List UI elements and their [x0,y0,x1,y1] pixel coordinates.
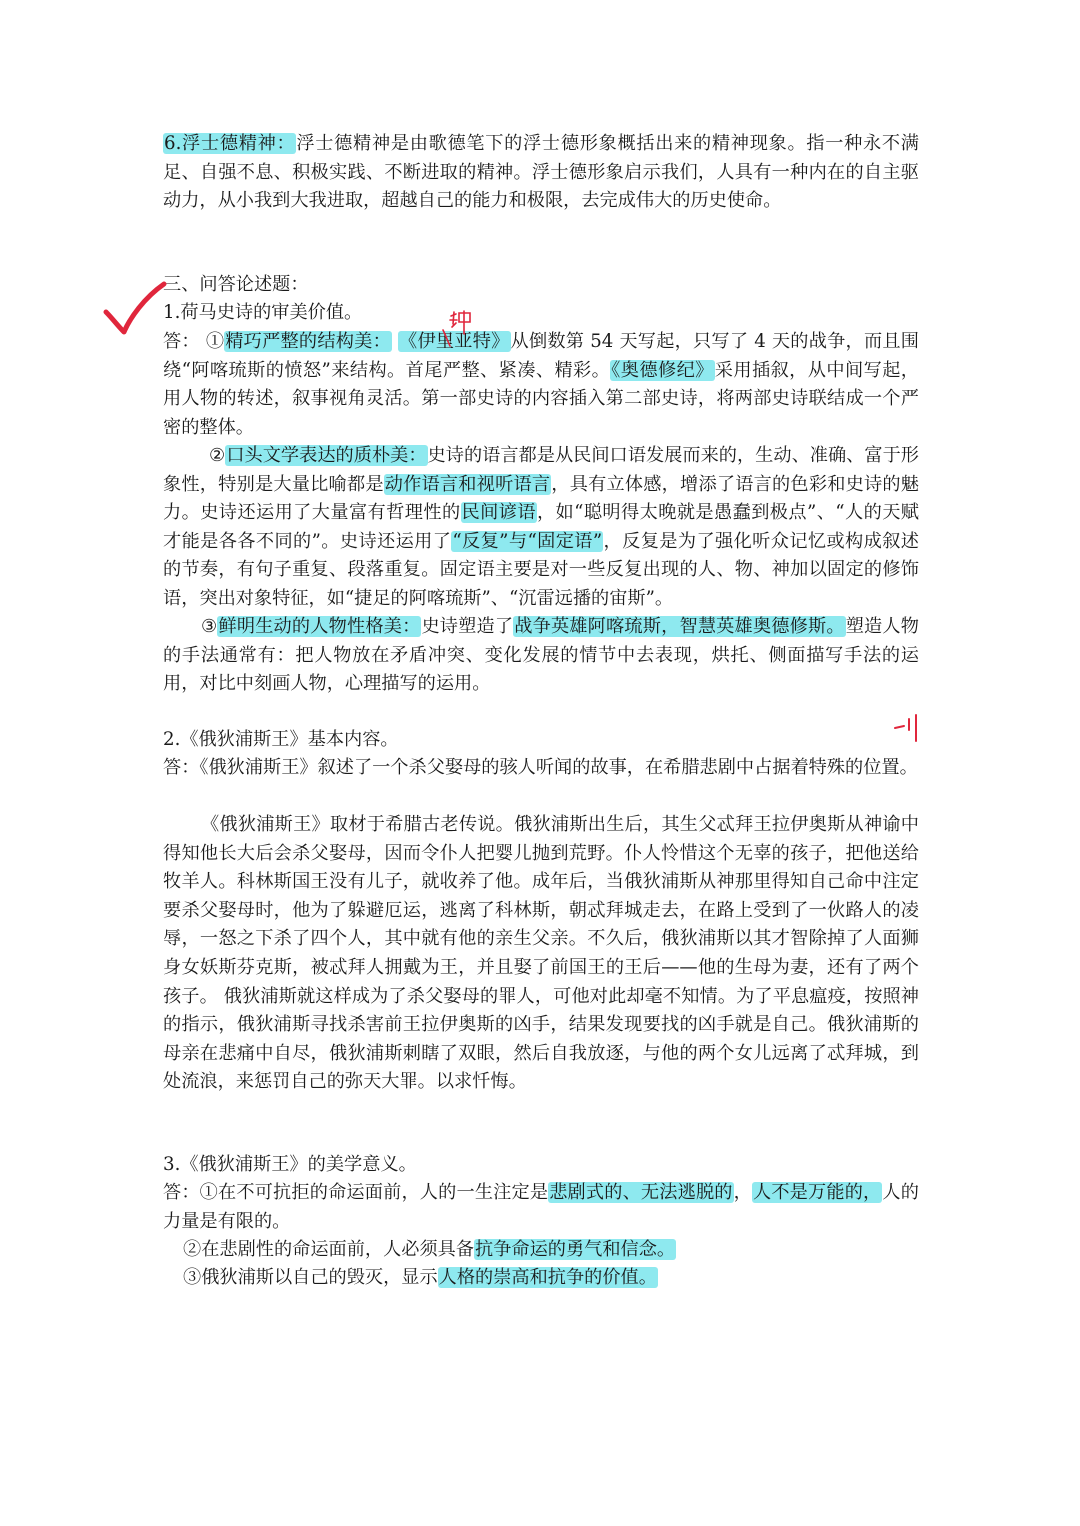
margin-mark-icon [892,712,924,744]
iliad-highlight: 《伊里亚特》 [399,331,510,352]
section-heading: 三、问答论述题： [163,274,309,295]
q1-answer-3-body-2: 塑造人物的手法通常有：把人物放在矛盾冲突、变化发展的情节中去表现，烘托、侧面描写手法的运用，对比中刻画人物，心理描写的运用。 [163,616,919,695]
q3-answer-3-prefix: ③俄狄浦斯以自己的毁灭，显示 [183,1267,438,1288]
q1-character-highlight: 鲜明生动的人物性格美： [218,616,421,637]
q3-answer-1-separator: ， [733,1182,752,1203]
action-language-highlight: 动作语言和视听语言 [384,473,551,495]
q3-answer-2-prefix: ②在悲剧性的命运面前，人必须具备 [183,1239,475,1260]
q1-answer-1-body-2: 采用插叙，从中间写起，用人物的转述，叙事视角灵活。第一部史诗的内容插入第二部史诗，将两部史诗联结成一个严密的整体。 [163,359,919,438]
q1-answer-1 [163,328,919,442]
q1-answer-3-body-1: 史诗塑造了 [421,616,514,637]
q1-answer-2-body-2: ，具有立体感，增添了语言的色彩和史诗的魅力。史诗还运用了大量富有哲理性的 [163,473,919,524]
q2-answer-1: 答：《俄狄浦斯王》叙述了一个杀父娶母的骇人听闻的故事，在希腊悲剧中占据着特殊的位置。 [163,757,918,778]
q2-answer-2: 《俄狄浦斯王》取材于希腊古老传说。俄狄浦斯出生后，其生父忒拜王拉伊奥斯从神谕中得知他长大后会杀父娶母，因而令仆人把婴儿抛到荒野。仆人怜惜这个无辜的孩子，把他送给牧羊人。科林斯国王没有儿子，就收养了他。成年后，当俄狄浦斯从神那里得知自己命中注定要杀父娶母时，他为了躲避厄运，逃离了科林斯，朝忒拜城走去，在路上受到了一伙路人的凌辱，一怒之下杀了四个人，其中就有他的亲生父亲。不久后，俄狄浦斯以其才智除掉了人面狮身女妖斯芬克斯，被忒拜人拥戴为王，并且娶了前国王的王后——他的生母为妻，还有了两个孩子。 俄狄浦斯就这样成为了杀父娶母的罪人，可他对此却毫不知情。为了平息瘟疫，按照神的指示，俄狄浦斯寻找杀害前王拉伊奥斯的凶手，结果发现要找的凶手就是自己。俄狄浦斯的母亲在悲痛中自尽，俄狄浦斯刺瞎了双眼，然后自我放逐，与他的两个女儿远离了忒拜城，到处流浪，来惩罚自己的弥天大罪。以求忏悔。 [163,814,919,1093]
q1-answer-3-prefix: ③ [201,616,218,637]
faust-definition: 浮士德精神是由歌德笔下的浮士德形象概括出来的精神现象。指一种永不满足、自强不息、积极实践、不断进取的精神。浮士德形象启示我们，人具有一种内在的自主驱动力，从小我到大我进取，超越自己的能力和极限，去完成伟大的历史使命。 [163,133,919,212]
q1-answer-2-body-3: ，如“聪明得太晚就是愚蠢到极点”、“人的天赋才能是各各不同的”。史诗还运用了 [163,502,919,552]
courage-highlight: 抗争命运的勇气和信念。 [475,1239,676,1260]
q3-question: 3.《俄狄浦斯王》的美学意义。 [163,1154,417,1175]
q3-answer-3 [183,1264,658,1292]
not-almighty-highlight: 人不是万能的， [753,1182,882,1203]
q1-answer-2-body-4: ，反复是为了强化听众记忆或构成叙述的节奏，有句子重复、段落重复。固定语主要是对一些反复出现的人、物、神加以固定的修饰语，突出对象特征，如“捷足的阿喀琉斯”、“沉雷远播的宙斯”。 [163,530,919,609]
q1-answer-1-body-1: 从倒数第 54 天写起，只写了 4 天的战争，而且围绕“阿喀琉斯的愤怒”来结构。首尾严整、紧凑、精彩。 [163,331,919,381]
nobility-highlight: 人格的崇高和抗争的价值。 [438,1267,657,1288]
q1-answer-3 [163,613,919,699]
q2-question: 2.《俄狄浦斯王》基本内容。 [163,729,399,750]
q1-structure-highlight: 精巧严整的结构美： [225,331,392,352]
q1-answer-2-prefix: ② [209,445,226,466]
q3-answer-2 [183,1236,676,1264]
tragic-fate-highlight: 悲剧式的、无法逃脱的 [549,1182,733,1203]
proverbs-highlight: 民间谚语 [461,502,536,524]
q1-answer-2 [163,442,919,614]
faust-paragraph [163,130,919,216]
heroes-highlight: 战争英雄阿喀琉斯，智慧英雄奥德修斯。 [514,616,845,637]
q3-answer-1 [163,1179,919,1236]
q1-answer-2-body-1: 史诗的语言都是从民间口语发展而来的，生动、准确、富于形象性，特别是大量比喻都是 [163,445,919,495]
odyssey-highlight: 《奥德修纪》 [611,359,714,381]
q3-answer-1-prefix: 答：①在不可抗拒的命运面前，人的一生注定是 [163,1182,549,1203]
faust-term-highlight: 6.浮士德精神： [164,133,296,154]
q1-question: 1.荷马史诗的审美价值。 [163,302,363,323]
q1-answer-1-prefix: 答： ① [163,331,225,352]
repetition-highlight: “反复”与“固定语” [452,530,603,552]
q1-oral-highlight: 口头文学表达的质朴美： [226,445,427,466]
q3-answer-1-body: 人的力量是有限的。 [163,1182,919,1232]
checkmark-icon [100,278,170,340]
